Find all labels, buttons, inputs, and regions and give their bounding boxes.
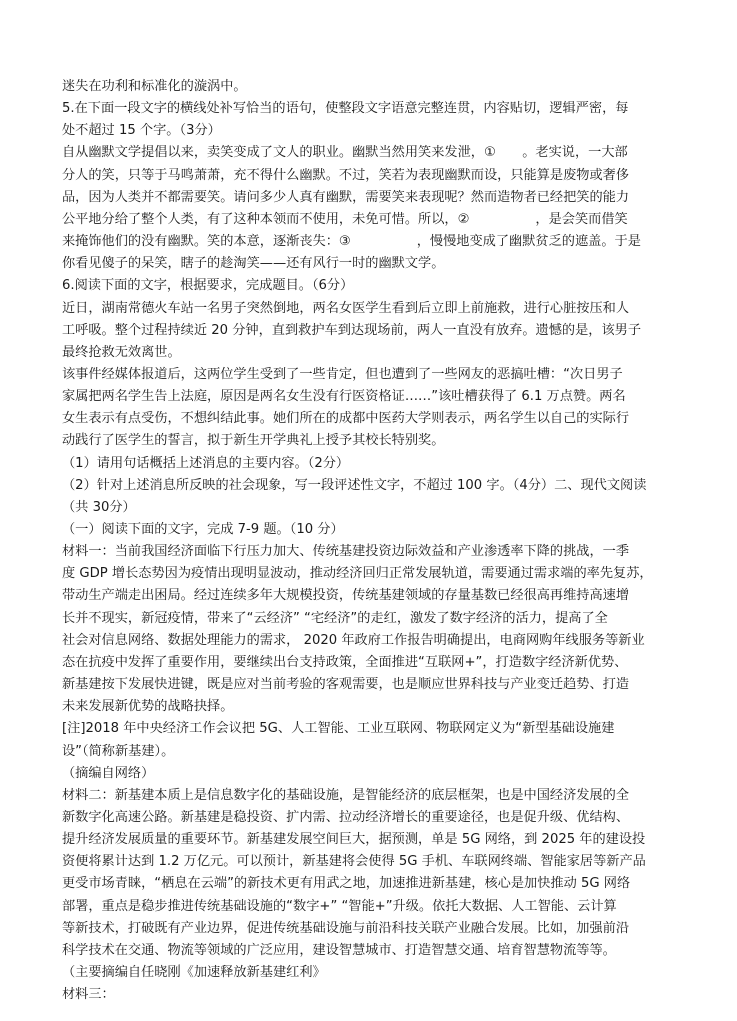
text-line: 家属把两名学生告上法庭，原因是两名女生没有行医资格证……”该吐槽获得了 6.1 万点赞。两名 <box>62 389 626 405</box>
text-line: 材料一：当前我国经济面临下行压力加大、传统基建投资边际效益和产业渗透率下降的挑战，一季 <box>62 544 630 560</box>
text-line: 工呼吸。整个过程持续近 20 分钟，直到救护车到达现场前，两人一直没有放弃。遗憾的是，该男子 <box>62 322 642 338</box>
text-line: 材料二：新基建本质上是信息数字化的基础设施，是智能经济的底层框架，也是中国经济发展的全 <box>62 787 630 803</box>
text-line: 来掩饰他们的没有幽默。笑的本意，逐渐丧失：③ ，慢慢地变成了幽默贫乏的遮盖。于是 <box>62 234 641 250</box>
text-line: 度 GDP 增长态势因为疫情出现明显波动，推动经济回归正常发展轨道，需要通过需求端的率先复苏， <box>62 566 653 582</box>
text-line: 该事件经媒体报道后，这两位学生受到了一些肯定，但也遭到了一些网友的恶搞吐槽：“次日男子 <box>62 366 623 382</box>
text-line: 未来发展新优势的战略抉择。 <box>62 699 234 715</box>
text-line: 6.阅读下面的文字，根据要求，完成题目。（6分） <box>62 278 354 294</box>
text-line: [注]2018 年中央经济工作会议把 5G、人工智能、工业互联网、物联网定义为“新型基础设施建 <box>62 721 615 737</box>
text-line: 你看见傻子的呆笑，瞎子的趁淘笑——还有风行一时的幽默文学。 <box>62 256 445 272</box>
text-line: （一）阅读下面的文字，完成 7-9 题。（10 分） <box>62 522 344 537</box>
text-line: 新基建按下发展快进键，既是应对当前考验的客观需要，也是顺应世界科技与产业变迁趋势、打造 <box>62 677 630 693</box>
text-line: 资便将累计达到 1.2 万亿元。可以预计，新基建将会使得 5G 手机、车联网终端、智能家居等新产品 <box>62 854 646 870</box>
text-line: （摘编自网络） <box>62 765 155 781</box>
text-line: 分人的笑，只等于马鸣萧萧，充不得什么幽默。不过，笑若为表现幽默而设，只能算是废物或奢侈 <box>62 167 630 183</box>
text-line: 态在抗疫中发挥了重要作用，要继续出台支持政策，全面推进“互联网+”，打造数字经济新优势、 <box>62 654 628 670</box>
text-line: 带动生产端走出困局。经过连续多年大规模投资，传统基建领域的存量基数已经很高再维持高速增 <box>62 588 630 604</box>
text-line: （2）针对上述消息所反映的社会现象，写一段评述性文字，不超过 100 字。（4分）二、现代文阅读 <box>62 477 647 493</box>
text-line: 品，因为人类并不都需要笑。请问多少人真有幽默，需要笑来表现呢？然而造物者已经把笑的能力 <box>62 189 630 205</box>
text-line: 新数字化高速公路。新基建是稳投资、扩内需、拉动经济增长的重要途径，也是促升级、优结构、 <box>62 809 630 825</box>
text-line: （共 30分） <box>62 499 136 515</box>
text-line: 近日，湖南常德火车站一名男子突然倒地，两名女医学生看到后立即上前施救，进行心脏按压和人 <box>62 300 630 316</box>
text-line: 设”（简称新基建）。 <box>62 743 175 759</box>
text-line: 自从幽默文学提倡以来，卖笑变成了文人的职业。幽默当然用笑来发泄，① 。老实说，一大部 <box>62 145 628 161</box>
text-line: 公平地分给了整个人类，有了这种本领而不使用，未免可惜。所以，② ，是会笑而借笑 <box>62 211 628 227</box>
text-line: 社会对信息网络、数据处理能力的需求， 2020 年政府工作报告明确提出，电商网购年线服务等新业 <box>62 632 645 648</box>
text-line: （主要摘编自任晓刚《加速释放新基建红利》 <box>62 965 326 980</box>
text-line: 提升经济发展质量的重要环节。新基建发展空间巨大，据预测，单是 5G 网络，到 2025 年的建设投 <box>62 832 646 848</box>
text-line: 动践行了医学生的誓言，拟于新生开学典礼上授予其校长特别奖。 <box>62 433 445 449</box>
text-line: （1）请用句话概括上述消息的主要内容。（2分） <box>62 455 350 471</box>
text-line: 科学技术在交通、物流等领域的广泛应用，建设智慧城市、打造智慧交通、培育智慧物流等等。 <box>62 942 616 958</box>
text-line: 等新技术，打破既有产业边界，促进传统基础设施与前沿科技关联产业融合发展。比如，加强前沿 <box>62 920 630 936</box>
text-line: 处不超过 15 个字。（3分） <box>62 123 221 139</box>
text-line: 女生表示有点受伤，不想纠结此事。她们所在的成都中医药大学则表示，两名学生以自己的实际行 <box>62 411 630 427</box>
text-line: 5.在下面一段文字的横线处补写恰当的语句，使整段文字语意完整连贯，内容贴切，逻辑严密，每 <box>62 101 629 117</box>
text-line: 最终抢救无效离世。 <box>62 344 181 360</box>
text-line: 材料三： <box>62 987 115 1003</box>
text-line: 迷失在功利和标准化的漩涡中。 <box>62 79 247 94</box>
text-line: 部署，重点是稳步推进传统基础设施的“数字+” “智能+”升级。依托大数据、人工智能、云计算 <box>62 898 617 914</box>
text-line: 长并不现实，新冠疫情，带来了“云经济” “宅经济”的走红，激发了数字经济的活力，提高了全 <box>62 610 608 626</box>
text-line: 更受市场青睐，“栖息在云端”的新技术更有用武之地，加速推进新基建，核心是加快推动 5G 网络 <box>62 876 631 892</box>
